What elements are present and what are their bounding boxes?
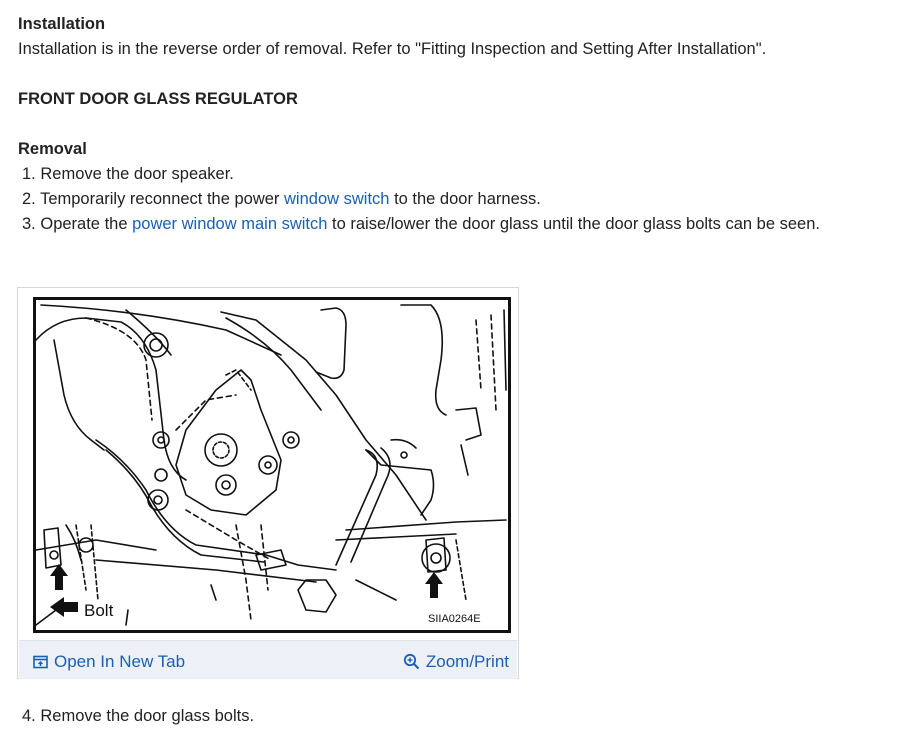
figure-diagram[interactable] xyxy=(33,297,511,633)
zoom-label: Zoom/Print xyxy=(425,652,509,671)
open-in-new-tab-link[interactable] xyxy=(33,649,185,674)
installation-text: Installation is in the reverse order of removal. Refer to "Fitting Inspection and Setting After Installation". xyxy=(18,40,767,58)
step-1 xyxy=(22,162,234,187)
installation-heading: Installation xyxy=(18,15,106,33)
step-number: 1. xyxy=(22,165,36,183)
step-text-tail: to raise/lower the door glass until the door glass bolts can be seen. xyxy=(327,215,820,233)
step-number: 3. xyxy=(22,215,36,233)
step-text: Remove the door glass bolts. xyxy=(40,707,255,725)
door-regulator-diagram xyxy=(36,300,508,630)
step-number: 2. xyxy=(22,190,36,208)
removal-heading: Removal xyxy=(18,140,87,158)
step-4 xyxy=(22,704,254,729)
step-text: Remove the door speaker. xyxy=(40,165,234,183)
zoom-print-link[interactable] xyxy=(403,649,509,674)
figure-code: SIIA0264E xyxy=(428,613,481,625)
power-window-main-switch-link[interactable]: power window main switch xyxy=(132,215,328,233)
zoom-icon xyxy=(403,653,420,670)
step-text: Operate the xyxy=(40,215,133,233)
figure-container xyxy=(17,287,519,679)
open-tab-icon xyxy=(33,655,48,669)
bolt-label: Bolt xyxy=(84,601,114,620)
step-text-tail: to the door harness. xyxy=(389,190,541,208)
step-2 xyxy=(22,187,541,212)
step-number: 4. xyxy=(22,707,36,725)
step-3 xyxy=(22,212,820,237)
window-switch-link[interactable]: window switch xyxy=(284,190,390,208)
open-tab-label: Open In New Tab xyxy=(54,652,186,671)
section-title: FRONT DOOR GLASS REGULATOR xyxy=(18,90,298,108)
figure-toolbar xyxy=(19,640,517,679)
step-text: Temporarily reconnect the power xyxy=(40,190,285,208)
